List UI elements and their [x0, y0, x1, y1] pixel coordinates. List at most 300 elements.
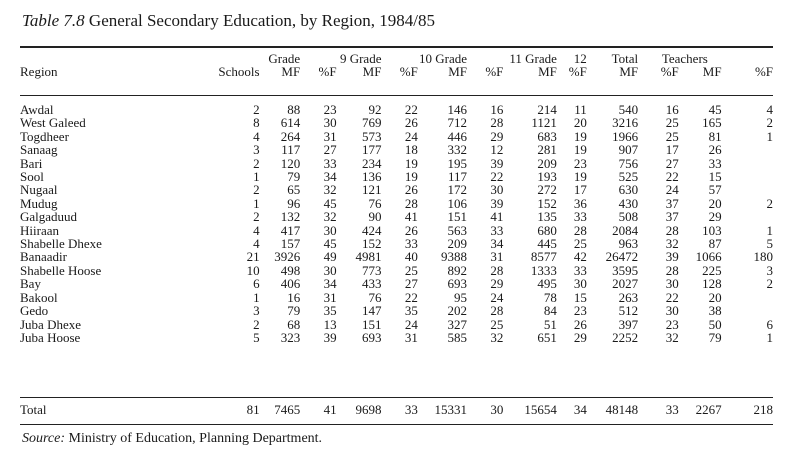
cell-teachers-pf: 28: [665, 222, 679, 238]
cell-region: West Galeed: [20, 115, 86, 131]
cell-g11-pf: 30: [490, 182, 504, 198]
cell-g9-pf: 30: [323, 222, 337, 238]
cell-g12-pf: 33: [573, 262, 587, 278]
header-g10-mf: MF: [448, 64, 468, 80]
cell-total-mf: 26472: [605, 249, 639, 265]
cell-g12-pf: 36: [573, 195, 587, 211]
cell-grade-mf: 406: [280, 276, 301, 292]
cell-g12-pf: 28: [573, 222, 587, 238]
cell-grade-mf: 132: [280, 209, 301, 225]
cell-total-mf: 430: [618, 195, 639, 211]
top-rule: [20, 46, 773, 48]
cell-teachers-pf: 30: [665, 303, 679, 319]
cell-grade-mf: 120: [280, 155, 301, 171]
table-row: [20, 264, 773, 277]
total-g12-pf: 34: [573, 402, 587, 417]
total-g9-pf: 41: [323, 402, 337, 417]
cell-teachers-pf: 30: [665, 276, 679, 292]
source-text: Ministry of Education, Planning Department.: [68, 431, 323, 446]
cell-teachers-extra-pf: 3: [766, 262, 773, 278]
cell-total-mf: 907: [618, 142, 639, 158]
cell-teachers-pf: 25: [665, 128, 679, 144]
cell-total-mf: 3216: [612, 115, 639, 131]
data-table: [20, 103, 773, 344]
total-teachers-pf: 33: [665, 402, 679, 417]
cell-teachers-extra-pf: 4: [766, 102, 773, 117]
cell-g10-mf: 209: [447, 236, 468, 252]
cell-g9-pf: 30: [323, 262, 337, 278]
cell-total-mf: 512: [618, 303, 639, 319]
cell-g10-pf: 41: [404, 209, 418, 225]
cell-teachers-mf: 38: [708, 303, 722, 319]
cell-g9-mf: 573: [362, 128, 382, 144]
header-teachers-mf: MF: [702, 64, 722, 80]
cell-teachers-pf: 22: [665, 289, 679, 305]
cell-g12-pf: 20: [573, 115, 587, 131]
cell-total-mf: 508: [618, 209, 639, 225]
cell-region: Sanaag: [20, 142, 58, 158]
cell-region: Banaadir: [20, 249, 67, 265]
cell-g9-pf: 27: [323, 142, 337, 158]
cell-g12-pf: 33: [573, 209, 587, 225]
cell-g11-pf: 12: [490, 142, 504, 158]
cell-g12-pf: 30: [573, 276, 587, 292]
cell-g10-pf: 19: [404, 169, 418, 185]
cell-g10-mf: 693: [447, 276, 468, 292]
cell-g12-pf: 15: [573, 289, 587, 305]
cell-g9-mf: 769: [362, 115, 382, 131]
cell-g9-pf: 45: [323, 236, 337, 252]
cell-g11-pf: 33: [490, 222, 504, 238]
cell-schools: 8: [253, 115, 260, 131]
cell-g9-mf: 92: [368, 102, 382, 117]
cell-teachers-pf: 27: [665, 155, 679, 171]
cell-teachers-pf: 37: [665, 209, 679, 225]
header-schools: Schools: [218, 64, 260, 80]
cell-g9-mf: 4981: [355, 249, 382, 265]
header-grade-mf: MF: [281, 64, 301, 80]
cell-g11-mf: 1333: [530, 262, 557, 278]
cell-teachers-mf: 50: [708, 316, 722, 332]
cell-g9-mf: 433: [362, 276, 382, 292]
table-row: [20, 318, 773, 331]
cell-grade-mf: 16: [287, 289, 301, 305]
cell-g9-pf: 13: [323, 316, 337, 332]
cell-teachers-pf: 17: [665, 142, 679, 158]
cell-g11-pf: 22: [490, 169, 504, 185]
cell-g11-mf: 214: [537, 102, 557, 117]
header-teachers-pf: %F: [660, 64, 679, 80]
cell-g11-pf: 31: [490, 249, 504, 265]
header-g9-mf: MF: [362, 64, 382, 80]
cell-g9-pf: 32: [323, 182, 337, 198]
cell-teachers-extra-pf: [722, 210, 773, 223]
cell-g11-pf: 29: [490, 128, 504, 144]
cell-g9-pf: 33: [323, 155, 337, 171]
cell-teachers-mf: 20: [708, 289, 722, 305]
cell-total-mf: 2084: [612, 222, 639, 238]
cell-g9-mf: 773: [362, 262, 382, 278]
cell-g11-mf: 445: [537, 236, 557, 252]
cell-g12-pf: 17: [573, 182, 587, 198]
bottom-rule: [20, 424, 773, 425]
cell-region: Hiiraan: [20, 222, 59, 238]
cell-schools: 5: [253, 329, 260, 345]
cell-g11-pf: 29: [490, 276, 504, 292]
cell-g12-pf: 26: [573, 316, 587, 332]
cell-teachers-mf: 20: [708, 195, 722, 211]
cell-teachers-extra-pf: 1: [766, 222, 773, 238]
cell-region: Juba Dhexe: [20, 316, 82, 332]
cell-g10-pf: 26: [404, 115, 418, 131]
header-g12-pf: %F: [568, 64, 587, 80]
cell-region: Shabelle Hoose: [20, 262, 102, 278]
cell-g11-pf: 41: [490, 209, 504, 225]
cell-teachers-mf: 57: [708, 182, 722, 198]
cell-g9-pf: 30: [323, 115, 337, 131]
cell-g9-mf: 121: [362, 182, 382, 198]
header-grade-10: 10 Grade: [419, 51, 468, 66]
cell-g10-pf: 19: [404, 155, 418, 171]
total-g11-mf: 15654: [524, 402, 557, 417]
cell-g11-mf: 272: [537, 182, 557, 198]
cell-schools: 3: [253, 303, 260, 319]
cell-g11-pf: 28: [490, 115, 504, 131]
table-number: Table 7.8: [22, 11, 85, 30]
total-rule: [20, 397, 773, 398]
cell-g9-mf: 151: [362, 316, 382, 332]
cell-region: Shabelle Dhexe: [20, 236, 102, 252]
cell-g10-pf: 40: [404, 249, 418, 265]
cell-schools: 1: [253, 289, 260, 305]
cell-g10-mf: 9388: [441, 249, 468, 265]
cell-g10-mf: 327: [447, 316, 468, 332]
cell-g11-mf: 152: [537, 195, 557, 211]
header-g11-mf: MF: [538, 64, 557, 80]
header-grade-11: 11 Grade: [509, 51, 557, 66]
cell-g11-pf: 34: [490, 236, 504, 252]
cell-teachers-extra-pf: 180: [753, 249, 773, 265]
cell-g11-pf: 28: [490, 303, 504, 319]
cell-teachers-mf: 165: [702, 115, 722, 131]
cell-teachers-pf: 32: [665, 329, 679, 345]
header-grade-12: 12: [573, 51, 587, 66]
cell-g12-pf: 19: [573, 142, 587, 158]
cell-g10-pf: 27: [404, 276, 418, 292]
header-rule: [20, 95, 773, 96]
cell-g12-pf: 19: [573, 169, 587, 185]
cell-total-mf: 756: [618, 155, 639, 171]
source-label: Source:: [22, 431, 66, 446]
cell-schools: 3: [253, 142, 260, 158]
cell-g9-mf: 177: [362, 142, 382, 158]
cell-g11-mf: 680: [537, 222, 557, 238]
cell-total-mf: 525: [618, 169, 639, 185]
cell-g9-mf: 147: [362, 303, 382, 319]
cell-schools: 2: [253, 155, 260, 171]
cell-schools: 10: [246, 262, 260, 278]
cell-g11-mf: 8577: [530, 249, 557, 265]
cell-total-mf: 963: [618, 236, 639, 252]
cell-g10-pf: 26: [404, 182, 418, 198]
cell-teachers-pf: 39: [665, 249, 679, 265]
cell-g10-mf: 585: [447, 329, 468, 345]
cell-schools: 2: [253, 182, 260, 198]
cell-schools: 4: [253, 236, 260, 252]
cell-schools: 4: [253, 222, 260, 238]
cell-g12-pf: 23: [573, 155, 587, 171]
header-table: [20, 52, 773, 79]
cell-g11-mf: 193: [537, 169, 557, 185]
cell-teachers-pf: 25: [665, 115, 679, 131]
cell-g11-mf: 495: [537, 276, 557, 292]
table-row: [20, 304, 773, 317]
table-row: [20, 170, 773, 183]
cell-schools: 2: [253, 102, 260, 117]
cell-g12-pf: 23: [573, 303, 587, 319]
cell-teachers-extra-pf: 2: [766, 115, 773, 131]
cell-g11-mf: 84: [543, 303, 557, 319]
header-g11-pf: %F: [485, 64, 504, 80]
cell-region: Mudug: [20, 195, 58, 211]
cell-g9-pf: 31: [323, 289, 337, 305]
cell-g10-pf: 26: [404, 222, 418, 238]
cell-teachers-mf: 103: [702, 222, 722, 238]
cell-g11-mf: 281: [537, 142, 557, 158]
cell-g10-mf: 202: [447, 303, 468, 319]
total-g10-mf: 15331: [434, 402, 468, 417]
cell-teachers-mf: 1066: [695, 249, 722, 265]
cell-g11-mf: 651: [537, 329, 557, 345]
cell-g11-mf: 683: [537, 128, 557, 144]
cell-schools: 21: [246, 249, 260, 265]
cell-teachers-extra-pf: 2: [766, 276, 773, 292]
cell-region: Bakool: [20, 289, 58, 305]
cell-g11-mf: 78: [543, 289, 557, 305]
cell-g11-mf: 1121: [531, 115, 557, 131]
cell-total-mf: 263: [618, 289, 639, 305]
cell-teachers-mf: 128: [702, 276, 722, 292]
cell-region: Sool: [20, 169, 44, 185]
total-total-mf: 48148: [605, 402, 639, 417]
cell-g9-pf: 34: [323, 276, 337, 292]
table-row: [20, 116, 773, 129]
header-grade: Grade: [268, 51, 301, 66]
cell-teachers-extra-pf: [722, 304, 773, 317]
cell-g9-mf: 424: [362, 222, 382, 238]
table-row: [20, 197, 773, 210]
total-grade-mf: 7465: [274, 402, 301, 417]
header-teachers-extra-pf: %F: [754, 64, 773, 80]
cell-g10-mf: 106: [447, 195, 468, 211]
cell-grade-mf: 498: [280, 262, 301, 278]
header-total: Total: [611, 51, 639, 66]
cell-g11-mf: 135: [537, 209, 557, 225]
cell-schools: 6: [253, 276, 260, 292]
cell-g11-mf: 51: [543, 316, 557, 332]
cell-grade-mf: 264: [280, 128, 301, 144]
cell-g11-pf: 25: [490, 316, 504, 332]
header-region: Region: [20, 64, 58, 80]
cell-teachers-pf: 28: [665, 262, 679, 278]
cell-teachers-extra-pf: [722, 157, 773, 170]
cell-grade-mf: 68: [287, 316, 301, 332]
cell-total-mf: 2252: [612, 329, 639, 345]
cell-g10-pf: 35: [404, 303, 418, 319]
cell-g9-mf: 90: [368, 209, 382, 225]
cell-g9-pf: 23: [323, 102, 337, 117]
source-note: [22, 431, 322, 447]
table-caption: General Secondary Education, by Region, 1984/85: [88, 11, 435, 30]
cell-schools: 2: [253, 209, 260, 225]
total-g11-pf: 30: [490, 402, 504, 417]
cell-g10-pf: 22: [404, 102, 418, 117]
table-row: [20, 237, 773, 250]
cell-g12-pf: 42: [573, 249, 587, 265]
cell-schools: 1: [253, 195, 260, 211]
total-row: [20, 403, 773, 416]
cell-region: Bari: [20, 155, 43, 171]
cell-grade-mf: 417: [280, 222, 301, 238]
cell-g9-pf: 45: [323, 195, 337, 211]
cell-g12-pf: 29: [573, 329, 587, 345]
cell-g11-pf: 32: [490, 329, 504, 345]
cell-teachers-pf: 24: [665, 182, 679, 198]
cell-grade-mf: 323: [280, 329, 301, 345]
cell-teachers-mf: 26: [708, 142, 722, 158]
table-row: [20, 277, 773, 290]
cell-g9-mf: 76: [368, 289, 382, 305]
table-row: [20, 130, 773, 143]
cell-g10-pf: 31: [404, 329, 418, 345]
header-row-bottom: [20, 65, 773, 78]
cell-g12-pf: 19: [573, 128, 587, 144]
cell-grade-mf: 157: [280, 236, 301, 252]
cell-total-mf: 397: [618, 316, 639, 332]
cell-teachers-extra-pf: 1: [766, 329, 773, 345]
cell-total-mf: 2027: [612, 276, 639, 292]
cell-g9-pf: 34: [323, 169, 337, 185]
header-teachers: Teachers: [661, 51, 708, 66]
total-schools: 81: [246, 402, 260, 417]
cell-region: Nugaal: [20, 182, 58, 198]
cell-g10-pf: 24: [404, 316, 418, 332]
cell-g9-pf: 32: [323, 209, 337, 225]
cell-g11-pf: 39: [490, 195, 504, 211]
cell-teachers-mf: 79: [708, 329, 722, 345]
cell-g12-pf: 25: [573, 236, 587, 252]
cell-g10-mf: 446: [447, 128, 468, 144]
cell-g11-pf: 24: [490, 289, 504, 305]
cell-teachers-extra-pf: 2: [766, 195, 773, 211]
cell-teachers-mf: 33: [708, 155, 722, 171]
cell-g11-pf: 39: [490, 155, 504, 171]
cell-teachers-extra-pf: [722, 143, 773, 156]
cell-teachers-mf: 81: [708, 128, 722, 144]
cell-g10-pf: 18: [404, 142, 418, 158]
cell-g12-pf: 11: [574, 102, 587, 117]
cell-total-mf: 540: [618, 102, 639, 117]
cell-g9-mf: 234: [362, 155, 382, 171]
cell-g10-mf: 117: [448, 169, 468, 185]
cell-teachers-mf: 87: [708, 236, 722, 252]
header-total-mf: MF: [619, 64, 639, 80]
table-title: [22, 11, 435, 31]
cell-g10-pf: 24: [404, 128, 418, 144]
cell-teachers-extra-pf: [722, 183, 773, 196]
header-g9-pf: %F: [318, 64, 337, 80]
cell-schools: 1: [253, 169, 260, 185]
cell-total-mf: 1966: [612, 128, 639, 144]
cell-grade-mf: 79: [287, 169, 301, 185]
cell-g9-pf: 39: [323, 329, 337, 345]
cell-grade-mf: 117: [281, 142, 301, 158]
cell-g9-mf: 693: [362, 329, 382, 345]
header-row-top: [20, 52, 773, 65]
cell-region: Gedo: [20, 303, 49, 319]
table-row: [20, 291, 773, 304]
total-teachers-mf: 2267: [695, 402, 722, 417]
cell-g10-pf: 33: [404, 236, 418, 252]
cell-schools: 2: [253, 316, 260, 332]
table-row: [20, 331, 773, 344]
table-row: [20, 250, 773, 263]
cell-schools: 4: [253, 128, 260, 144]
cell-teachers-pf: 32: [665, 236, 679, 252]
cell-teachers-pf: 37: [665, 195, 679, 211]
cell-g10-mf: 332: [447, 142, 468, 158]
cell-g10-mf: 195: [447, 155, 468, 171]
header-g10-pf: %F: [399, 64, 418, 80]
cell-grade-mf: 79: [287, 303, 301, 319]
cell-teachers-pf: 22: [665, 169, 679, 185]
cell-g9-mf: 136: [362, 169, 382, 185]
cell-region: Togdheer: [20, 128, 69, 144]
cell-g10-mf: 151: [447, 209, 468, 225]
cell-g9-pf: 31: [323, 128, 337, 144]
cell-region: Bay: [20, 276, 41, 292]
cell-g11-pf: 28: [490, 262, 504, 278]
cell-g11-pf: 16: [490, 102, 504, 117]
cell-g9-mf: 76: [368, 195, 382, 211]
table-row: [20, 224, 773, 237]
cell-g9-pf: 49: [323, 249, 337, 265]
cell-teachers-mf: 15: [708, 169, 722, 185]
cell-region: Awdal: [20, 102, 54, 117]
cell-g10-mf: 172: [447, 182, 468, 198]
cell-total-mf: 3595: [612, 262, 639, 278]
cell-teachers-mf: 29: [708, 209, 722, 225]
cell-g10-mf: 892: [447, 262, 468, 278]
total-g9-mf: 9698: [355, 402, 382, 417]
cell-g10-mf: 95: [454, 289, 468, 305]
cell-g11-mf: 209: [537, 155, 557, 171]
total-table: [20, 403, 773, 416]
table-row: [20, 143, 773, 156]
cell-g10-mf: 712: [447, 115, 468, 131]
header-grade-9: 9 Grade: [339, 51, 382, 66]
total-region: Total: [20, 402, 47, 417]
table-row: [20, 183, 773, 196]
cell-teachers-extra-pf: [722, 170, 773, 183]
cell-grade-mf: 65: [287, 182, 301, 198]
cell-grade-mf: 614: [280, 115, 301, 131]
total-teachers-extra-pf: 218: [753, 402, 773, 417]
cell-teachers-extra-pf: 1: [766, 128, 773, 144]
cell-teachers-extra-pf: 5: [766, 236, 773, 252]
cell-g10-pf: 25: [404, 262, 418, 278]
cell-teachers-pf: 16: [665, 102, 679, 117]
